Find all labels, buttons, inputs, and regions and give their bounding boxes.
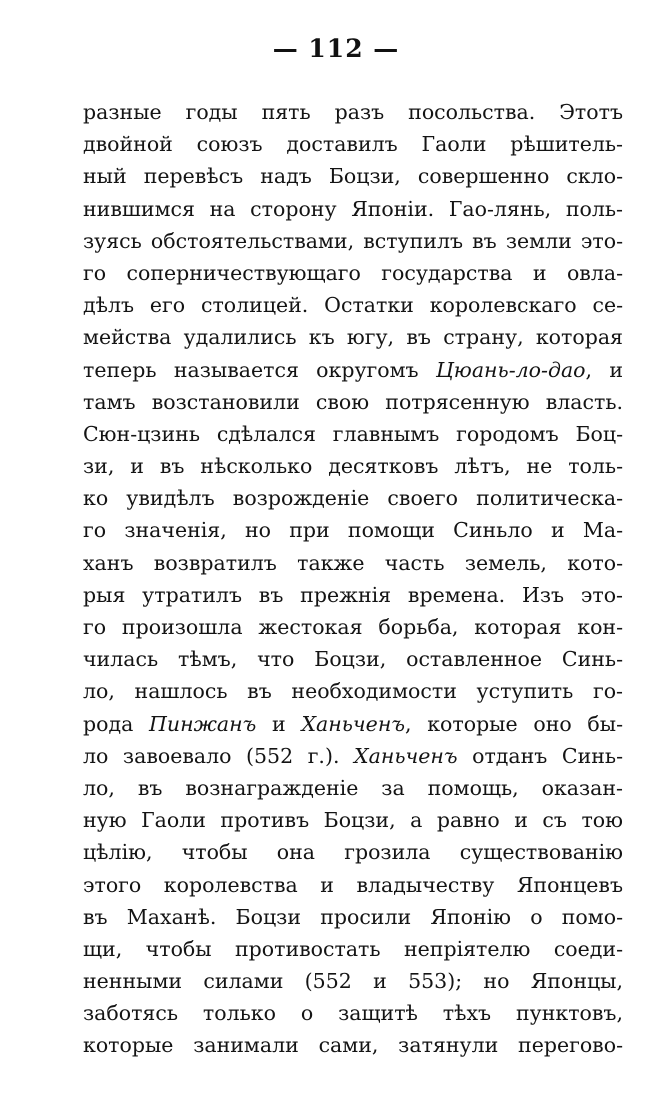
text-segment: го значенія, но при помощи Синьло и Ма- (83, 518, 623, 543)
text-line (83, 869, 623, 901)
text-segment: которые занимали сами, затянули перегово- (83, 1033, 623, 1058)
text-line (83, 965, 623, 997)
text-line (83, 547, 623, 579)
text-line (83, 482, 623, 514)
text-segment: рыя утратилъ въ прежнія времена. Изъ это- (83, 582, 623, 607)
text-segment: зи, и въ нѣсколько десятковъ лѣтъ, не толь- (83, 454, 623, 479)
text-segment: чилась тѣмъ, что Боцзи, оставленное Синь- (83, 647, 623, 672)
text-line (83, 96, 623, 128)
text-line (83, 514, 623, 546)
text-segment: теперь называется округомъ (83, 357, 436, 382)
text-segment: зуясь обстоятельствами, вступилъ въ земли это- (83, 228, 623, 253)
text-segment: нившимся на сторону Японіи. Гао-лянь, поль- (83, 196, 623, 221)
text-segment: и (256, 711, 302, 736)
text-segment: цѣлію, чтобы она грозила существованію (83, 840, 623, 865)
text-line (83, 289, 623, 321)
text-segment: го соперничествующаго государства и овла- (83, 260, 623, 285)
text-segment: тамъ возстановили свою потрясенную власть. (83, 389, 623, 414)
text-line (83, 675, 623, 707)
text-line (83, 450, 623, 482)
text-segment: ханъ возвратилъ также часть земель, кото- (83, 550, 623, 575)
text-line (83, 386, 623, 418)
text-line (83, 611, 623, 643)
text-segment: этого королевства и владычеству Японцевъ (83, 872, 623, 897)
text-segment: двойной союзъ доставилъ Гаоли рѣшитель- (83, 132, 623, 157)
italic-place-name: Пинжанъ (149, 711, 257, 736)
text-segment: ло завоевало (552 г.). (83, 743, 355, 768)
text-segment: го произошла жестокая борьба, которая кон- (83, 615, 623, 639)
page-number: — 112 — (272, 34, 400, 63)
text-line (83, 160, 623, 192)
text-line (83, 997, 623, 1029)
text-segment: разные годы пять разъ посольства. Этотъ (83, 100, 623, 124)
text-segment: дѣлъ его столицей. Остатки королевскаго се- (83, 293, 623, 318)
text-segment: мейства удалились къ югу, въ страну, которая (83, 325, 623, 350)
text-line (83, 1029, 623, 1061)
text-line (83, 321, 623, 353)
text-segment: , и (585, 357, 623, 382)
text-line (83, 901, 623, 933)
text-segment: ло, нашлось въ необходимости уступить го- (83, 679, 623, 704)
text-line (83, 418, 623, 450)
italic-place-name: Ханьченъ (354, 743, 458, 768)
text-line (83, 708, 623, 740)
text-segment: щи, чтобы противостать непріятелю соеди- (83, 936, 623, 961)
text-segment: ную Гаоли противъ Боцзи, а равно и съ тою (83, 808, 623, 833)
text-segment: ло, въ вознагражденіе за помощь, оказан- (83, 775, 623, 800)
text-segment: заботясь только о защитѣ тѣхъ пунктовъ, (83, 1001, 623, 1026)
page-text-body (83, 96, 623, 1062)
text-line (83, 128, 623, 160)
text-line (83, 354, 623, 386)
text-segment: ненными силами (552 и 553); но Японцы, (83, 969, 623, 994)
text-line (83, 740, 623, 772)
text-segment: , которые оно бы- (404, 711, 624, 736)
text-segment: отданъ Синь- (457, 743, 624, 768)
text-line (83, 643, 623, 675)
text-segment: въ Маханѣ. Боцзи просили Японію о помо- (83, 904, 623, 929)
text-segment: Сюн-цзинь сдѣлался главнымъ городомъ Боц- (83, 421, 623, 446)
text-segment: ный перевѣсъ надъ Боцзи, совершенно скло- (83, 164, 623, 189)
text-segment: рода (83, 711, 150, 736)
text-line (83, 257, 623, 289)
text-line (83, 193, 623, 225)
italic-place-name: Ханьченъ (301, 711, 405, 736)
text-line (83, 836, 623, 868)
text-line (83, 804, 623, 836)
text-line (83, 579, 623, 611)
text-line (83, 225, 623, 257)
text-segment: ко увидѣлъ возрожденіе своего политическа- (83, 486, 623, 511)
text-line (83, 772, 623, 804)
text-line (83, 933, 623, 965)
italic-place-name: Цюань-ло-дао (435, 357, 586, 382)
